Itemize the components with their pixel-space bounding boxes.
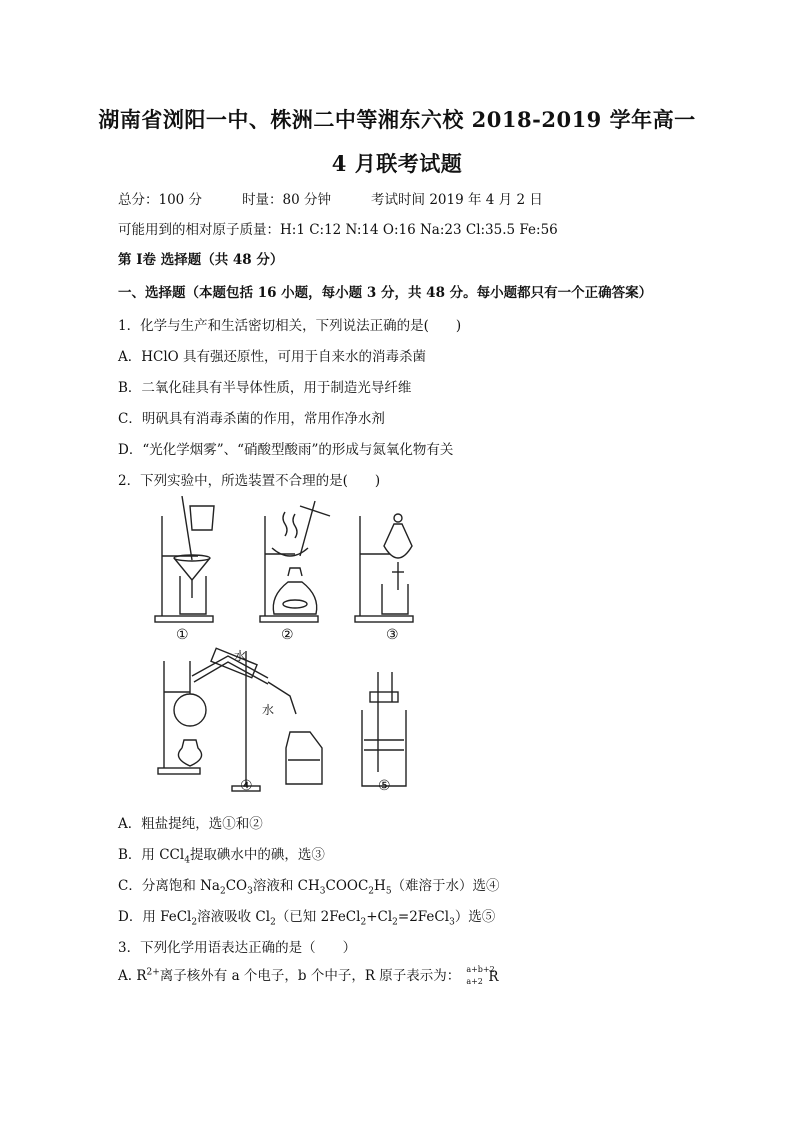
q2-d-sub-4: 2 bbox=[392, 917, 398, 928]
q3-a-text-1: A. R bbox=[118, 968, 147, 984]
exam-title-line1: 湖南省浏阳一中、株洲二中等湘东六校 2018-2019 学年高一 bbox=[98, 107, 696, 132]
q2-d-sub-5: 3 bbox=[449, 917, 455, 928]
q2-b-text-2: 提取碘水中的碘，选③ bbox=[189, 847, 325, 863]
q3-a-sup: 2+ bbox=[146, 967, 160, 978]
gas-washing-bottle bbox=[362, 672, 406, 786]
water-outlet-label: 水 bbox=[262, 703, 275, 717]
water-inlet-label: 水 bbox=[234, 649, 247, 663]
atomic-mass-line: 可能用到的相对原子质量：H:1 C:12 N:14 O:16 Na:23 Cl:35.5 Fe:56 bbox=[118, 222, 558, 238]
separatory-funnel-apparatus bbox=[355, 514, 413, 622]
q1-option-d: D．“光化学烟雾”、“硝酸型酸雨”的形成与氮氧化物有关 bbox=[118, 442, 454, 458]
q2-d-text-1: D．用 FeCl bbox=[118, 909, 192, 925]
q2-b-sub: 4 bbox=[184, 855, 190, 866]
q2-stem: 2．下列实验中，所选装置不合理的是( ) bbox=[118, 473, 381, 489]
q2-c-sub-5: 5 bbox=[385, 886, 392, 897]
q2-option-a: A．粗盐提纯，选①和② bbox=[118, 816, 263, 832]
apparatus-figure bbox=[150, 496, 430, 801]
q2-d-sub-2: 2 bbox=[270, 917, 276, 928]
q2-c-sub-4: 2 bbox=[368, 886, 375, 897]
time-limit: 时量：80 分钟 bbox=[242, 192, 332, 208]
q2-d-text-3: （已知 2FeCl bbox=[275, 909, 361, 925]
q2-d-text-5: =2FeCl bbox=[397, 909, 450, 925]
q2-c-text-2: CO bbox=[225, 878, 248, 894]
q3-option-a bbox=[118, 964, 499, 986]
nuclide-notation bbox=[466, 965, 499, 986]
exam-date: 考试时间 2019 年 4 月 2 日 bbox=[371, 192, 543, 208]
q1-option-b: B．二氧化硅具有半导体性质，用于制造光导纤维 bbox=[118, 380, 412, 396]
q2-c-text-4: COOC bbox=[325, 878, 369, 894]
q1-stem: 1．化学与生产和生活密切相关，下列说法正确的是( ) bbox=[118, 318, 462, 334]
nuclide-symbol: R bbox=[488, 969, 499, 985]
q2-d-sub-3: 2 bbox=[360, 917, 367, 928]
q1-option-c: C．明矾具有消毒杀菌的作用，常用作净水剂 bbox=[118, 411, 385, 427]
section-heading: 第 Ⅰ卷 选择题（共 48 分） bbox=[118, 252, 284, 268]
total-score: 总分：100 分 bbox=[118, 192, 203, 208]
q2-c-text-5: H bbox=[374, 878, 386, 894]
q2-c-sub-1: 2 bbox=[219, 886, 226, 897]
evaporation-apparatus bbox=[260, 501, 330, 622]
q2-c-text-1: C．分离饱和 Na bbox=[118, 878, 220, 894]
q2-d-text-2: 溶液吸收 Cl bbox=[197, 909, 271, 925]
distillation-apparatus bbox=[158, 648, 322, 791]
nuclide-mass-number: a+b+2 bbox=[466, 965, 495, 974]
q2-b-text-1: B．用 CCl bbox=[118, 847, 185, 863]
q2-c-text-3: 溶液和 CH bbox=[252, 878, 320, 894]
q2-c-sub-2: 3 bbox=[247, 886, 253, 897]
filtration-apparatus bbox=[155, 496, 214, 622]
apparatus-label-2: ② bbox=[281, 627, 294, 643]
nuclide-atomic-number: a+2 bbox=[466, 977, 483, 986]
section-instruction: 一、选择题（本题包括 16 小题，每小题 3 分，共 48 分。每小题都只有一个正确答案） bbox=[118, 285, 653, 301]
apparatus-drawing bbox=[150, 496, 430, 801]
q2-c-sub-3: 3 bbox=[319, 886, 326, 897]
apparatus-label-5: ⑤ bbox=[378, 778, 391, 794]
apparatus-label-4: ④ bbox=[240, 778, 253, 794]
q3-stem: 3．下列化学用语表达正确的是（ ） bbox=[118, 940, 357, 956]
q1-option-a: A．HClO 具有强还原性，可用于自来水的消毒杀菌 bbox=[118, 349, 427, 365]
q2-option-d bbox=[118, 905, 496, 928]
q2-d-sub-1: 2 bbox=[191, 917, 198, 928]
q2-d-text-6: ）选⑤ bbox=[454, 909, 496, 925]
q2-option-b bbox=[118, 843, 325, 866]
q2-d-text-4: +Cl bbox=[366, 909, 393, 925]
exam-title-line2: 4 月联考试题 bbox=[331, 151, 463, 176]
q2-option-c bbox=[118, 874, 500, 897]
q3-a-text-2: 离子核外有 a 个电子，b 个中子，R 原子表示为： bbox=[159, 968, 461, 984]
q2-c-text-6: （难溶于水）选④ bbox=[391, 878, 500, 894]
apparatus-label-1: ① bbox=[176, 627, 189, 643]
apparatus-label-3: ③ bbox=[386, 627, 399, 643]
exam-info bbox=[118, 188, 543, 208]
